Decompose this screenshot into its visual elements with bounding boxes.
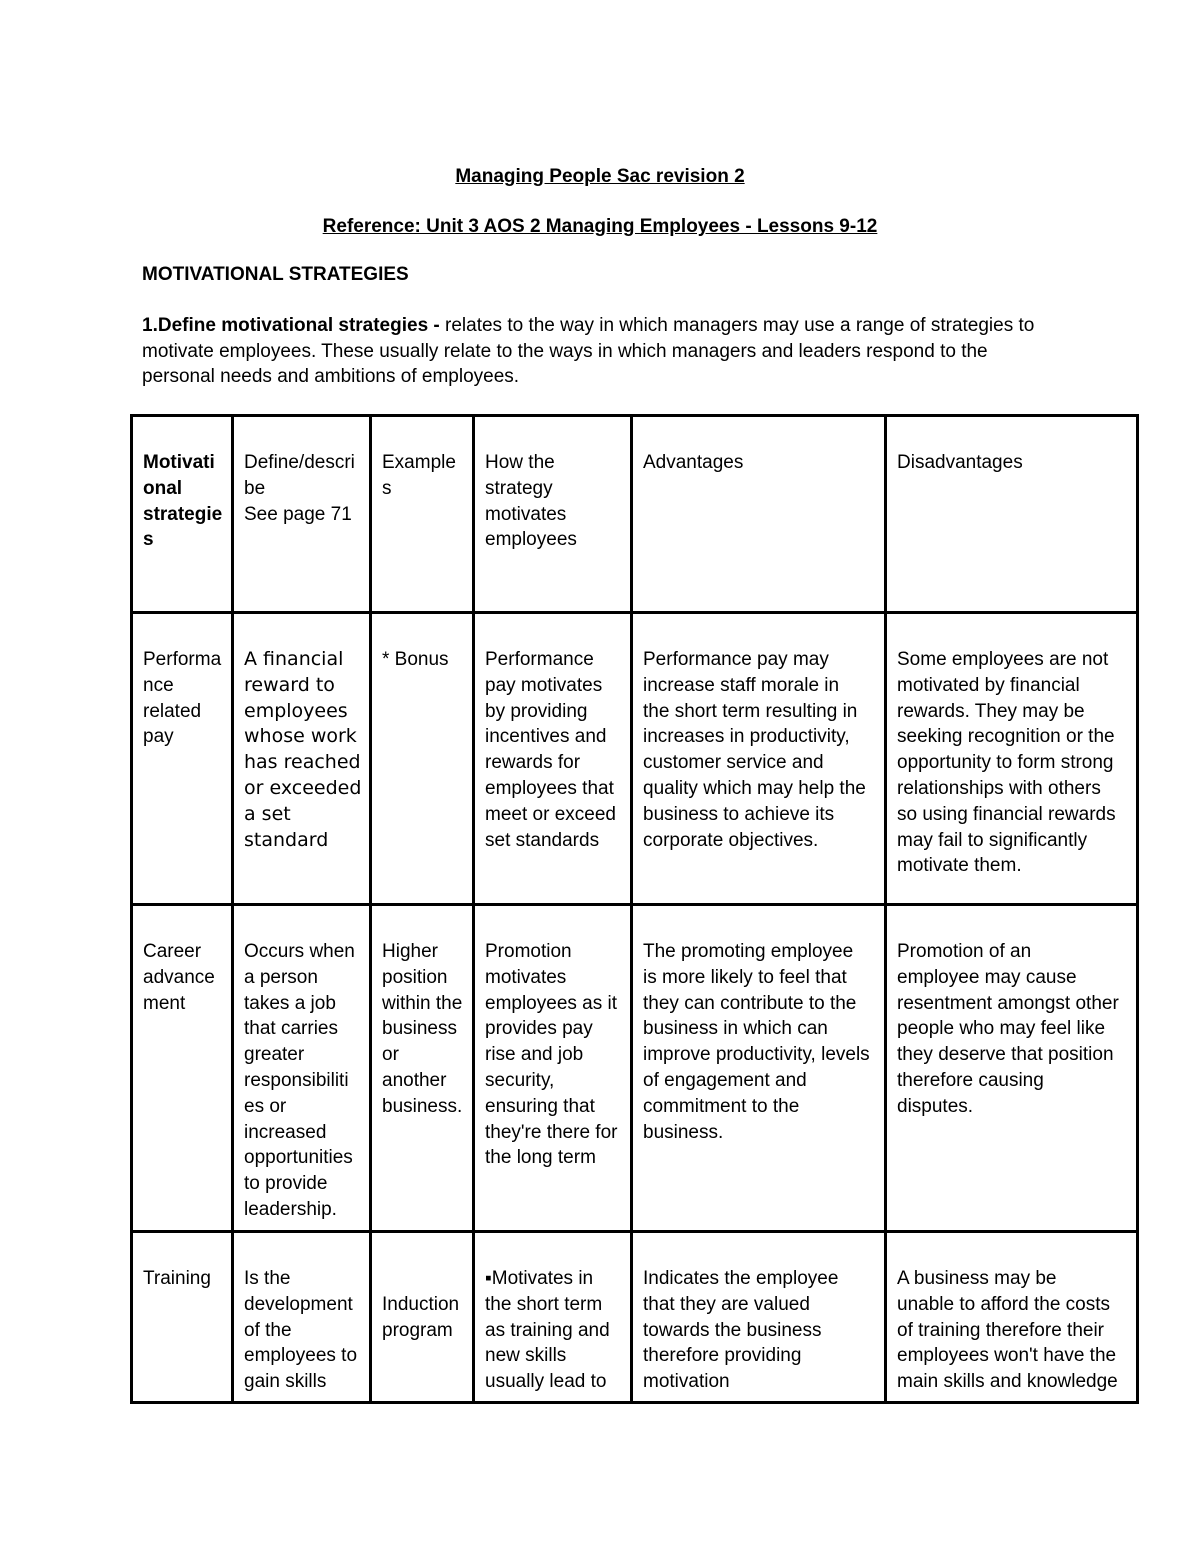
question-paragraph	[142, 313, 1062, 390]
cell-examples: * Bonus	[371, 613, 474, 905]
header-disadvantages: Disadvantages	[886, 416, 1138, 613]
header-advantages: Advantages	[632, 416, 886, 613]
cell-examples: Higher position within the business or another business.	[371, 905, 474, 1232]
header-define-note: See page 71	[244, 503, 352, 525]
question-answer: relates to the way in which managers may use a range of strategies to motivate employees. These usually relate to the ways in which managers and leaders respond to the personal needs and ambitions of employees.	[142, 315, 1035, 387]
cell-examples: Induction program	[371, 1232, 474, 1403]
reference-line: Reference: Unit 3 AOS 2 Managing Employees - Lessons 9-12	[322, 216, 878, 237]
cell-strategy: Career advance ment	[132, 905, 233, 1232]
table-header-row	[132, 416, 1138, 613]
cell-disadvantages: Promotion of an employee may cause resentment amongst other people who may feel like they deserve that position therefore causing disputes.	[886, 905, 1138, 1232]
question-label: 1.Define motivational strategies -	[142, 315, 446, 336]
cell-how: ▪Motivates in the short term as training and new skills usually lead to	[474, 1232, 632, 1403]
cell-define: A financial reward to employees whose work has reached or exceeded a set standard	[233, 613, 371, 905]
cell-strategy: Training	[132, 1232, 233, 1403]
cell-define: Is the development of the employees to gain skills	[233, 1232, 371, 1403]
cell-strategy: Performa nce related pay	[132, 613, 233, 905]
cell-advantages: Indicates the employee that they are valued towards the business therefore providing motivation	[632, 1232, 886, 1403]
cell-disadvantages: A business may be unable to afford the costs of training therefore their employees won't have the main skills and knowledge	[886, 1232, 1138, 1403]
header-strategy: Motivati onal strategie s	[132, 416, 233, 613]
cell-define: Occurs when a person takes a job that carries greater responsibiliti es or increased opportunities to provide leadership.	[233, 905, 371, 1232]
header-define	[233, 416, 371, 613]
cell-how: Performance pay motivates by providing incentives and rewards for employees that meet or exceed set standards	[474, 613, 632, 905]
table-row	[132, 905, 1138, 1232]
document-title: Managing People Sac revision 2	[455, 166, 745, 187]
cell-advantages: The promoting employee is more likely to feel that they can contribute to the business in which can improve productivity, levels of engagement and commitment to the business.	[632, 905, 886, 1232]
header-define-label: Define/descri be	[244, 452, 355, 499]
table-row	[132, 1232, 1138, 1403]
table-row	[132, 613, 1138, 905]
cell-advantages: Performance pay may increase staff morale in the short term resulting in increases in productivity, customer service and quality which may help the business to achieve its corporate objectives.	[632, 613, 886, 905]
section-heading: MOTIVATIONAL STRATEGIES	[142, 264, 409, 285]
strategies-table	[130, 414, 1139, 1404]
header-how: How the strategy motivates employees	[474, 416, 632, 613]
cell-disadvantages: Some employees are not motivated by financial rewards. They may be seeking recognition or the opportunity to form strong relationships with others so using financial rewards may fail to significantly motivate them.	[886, 613, 1138, 905]
cell-how: Promotion motivates employees as it provides pay rise and job security, ensuring that they're there for the long term	[474, 905, 632, 1232]
header-examples: Example s	[371, 416, 474, 613]
